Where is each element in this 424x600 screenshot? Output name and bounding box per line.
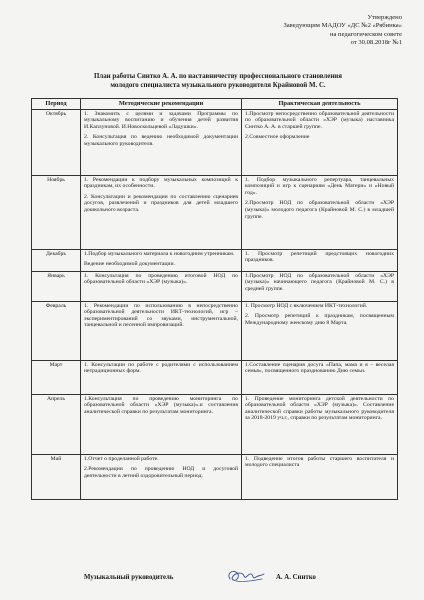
practice-item: 1. Проведение мониторинга детской деятельности по образовательной области «ХЭР (музыка)». Составление аналитической справки работы музыкального руководителя за 2018-2019 уч.г., справки по результатам мониторинга. [245, 395, 394, 422]
practice-item: 2. Просмотр репетиций к праздникам, посвященным Международному женскому дню 8 Марта. [245, 313, 394, 326]
practice-cell [242, 360, 398, 394]
table-header-row [32, 99, 398, 110]
approval-line: от 30.08.2018г №1 [350, 39, 402, 47]
methods-cell [81, 109, 242, 175]
table-row [32, 454, 398, 499]
methods-item: 2. Консультации и рекомендации по составлению сценариев досугов, развлечений и праздников для детей младшего дошкольного возраста. [84, 193, 238, 213]
approval-line: Утверждено [367, 14, 402, 21]
period-cell: Февраль [32, 301, 81, 360]
methods-cell [81, 271, 242, 301]
signer-role: Музыкальный руководитель [84, 574, 174, 581]
table-row [32, 109, 398, 175]
work-plan-table [31, 98, 398, 500]
table-row [32, 271, 398, 301]
period-cell: Апрель [32, 394, 81, 454]
practice-item: 1.Просмотр НОД по образовательной области «ХЭР (музыка)» начинающего педагога (Крайновой М. С.) в средней группе. [245, 272, 394, 292]
table-row [32, 301, 398, 360]
methods-cell [81, 454, 242, 499]
practice-cell [242, 454, 398, 499]
practice-item: 1. Подведение итогов работы старшего воспитателя и молодого специалиста [245, 455, 394, 469]
header-methods: Методические рекомендации [81, 99, 242, 110]
practice-cell [242, 109, 398, 175]
methods-item: 1. Знакомить с целями и задачами Программы по музыкальному воспитанию и обучения детей развития И.Каплуновой. И.Новоскольцевой «Ладушки». [84, 110, 238, 130]
practice-item: 2.Просмотр НОД по образовательной области «ХЭР (музыка)» молодого педагога (Крайновой М. С.) в младшей группе. [245, 200, 394, 220]
methods-item: 2.Рекомендации по проведению НОД и досуговой деятельности в летний оздоровительный период. [84, 466, 238, 479]
period-cell: Октябрь [32, 109, 81, 175]
approval-block [227, 14, 402, 48]
practice-item: 1. Просмотр НОД с включением ИКТ-технологий. [245, 302, 368, 309]
period-cell: Ноябрь [32, 175, 81, 249]
period-cell: Январь [32, 271, 81, 301]
methods-cell [81, 360, 242, 394]
signer-name: А. А. Синтко [276, 574, 316, 581]
period-cell: Май [32, 454, 81, 499]
methods-cell [81, 249, 242, 271]
methods-item: 1.Отчет о проделанной работе. [84, 455, 159, 462]
approval-line: на педагогическом совете [329, 30, 402, 38]
practice-cell [242, 249, 398, 271]
table-row [32, 394, 398, 454]
methods-item: Ведение необходимой документации. [84, 261, 175, 268]
title-line: План работы Синтко А. А. по наставничеству профессионального становления [94, 73, 342, 80]
methods-item: 1.Консультация по проведению мониторинга по образовательной области «ХЭР (музыка)».и составления аналитической справки по результатам мониторинга. [84, 395, 238, 415]
methods-cell [81, 175, 242, 249]
methods-item: 1. Рекомендации к подбору музыкальных композиций к праздникам, их особенности. [84, 176, 238, 190]
methods-item: 1.Подбор музыкального материала к новогодним утренникам. [84, 250, 235, 257]
methods-item: 1. Консультация по проведению итоговой НОД по образовательной области «ХЭР (музыка)». [84, 272, 238, 286]
practice-item: 1.Составление сценария досуга «Папа, мама и я – веселая семья», посвященного празднованию Дню семьи. [245, 361, 394, 375]
practice-cell [242, 394, 398, 454]
practice-cell [242, 301, 398, 360]
practice-item: 1.Просмотр непосредственно образовательной деятельности по образовательной области «ХЭР (музыка) наставника Синтко А. А. в старшей группе. [245, 110, 394, 130]
methods-cell [81, 301, 242, 360]
header-period: Период [32, 99, 81, 110]
approval-line: Заведующим МАДОУ «ДС №2 «Рябинка» [283, 22, 402, 30]
methods-item: 2. Консультация по ведению необходимой документации музыкального руководителя. [84, 134, 238, 147]
table-row [32, 249, 398, 271]
period-cell: Декабрь [32, 249, 81, 271]
table-row [32, 360, 398, 394]
handwritten-signature [224, 565, 266, 587]
methods-cell [81, 394, 242, 454]
methods-item: 1. Консультации по работе с родителями с использованием нетрадиционных форм. [84, 361, 238, 375]
document-title [40, 73, 396, 90]
practice-item: 1. Просмотр репетиций предстоящих новогодних праздников. [245, 250, 394, 264]
methods-item: 1. Рекомендации по использованию в непосредственно образовательной деятельности ИКТ-технологий, игр – экспериментирований со звуками, инструментальной, танцевальной и песенной импровизаций. [84, 302, 238, 329]
period-cell: Март [32, 360, 81, 394]
practice-cell [242, 175, 398, 249]
practice-cell [242, 271, 398, 301]
table-body [32, 109, 398, 499]
table-row [32, 175, 398, 249]
practice-item: 2.Совместное оформление [245, 134, 310, 141]
practice-item: 1. Подбор музыкального репертуара, танцевальных композиций и игр к сценариям «День Матери» и «Новый год». [245, 176, 394, 196]
title-line: молодого специалиста музыкального руководителя Крайновой М. С. [110, 81, 326, 89]
header-practice: Практическая деятельность [242, 99, 398, 110]
